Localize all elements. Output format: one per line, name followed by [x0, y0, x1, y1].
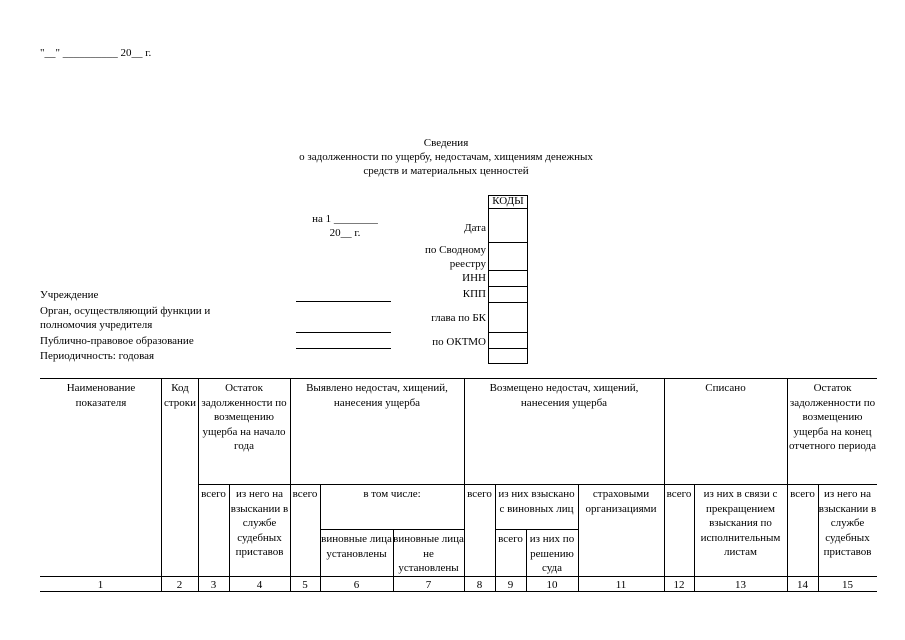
- subheader-guilty-unknown: виновные лица не установлены: [393, 533, 464, 574]
- as-of-date-line-2: 20__ г.: [329, 227, 361, 239]
- field-institution: Учреждение: [40, 289, 99, 301]
- subheader-bailiff-end: из него на взыскании в службе судебных приставов: [818, 488, 877, 558]
- col-number: 6: [353, 579, 360, 591]
- field-founder-line-1: Орган, осуществляющий функции и: [40, 305, 211, 317]
- col-number: 5: [302, 579, 308, 591]
- report-date-line: "__" __________ 20__ г.: [40, 47, 152, 59]
- col-number: 10: [546, 579, 558, 591]
- subheader-writeoff-reason: из них в связи с прекращением взыскания по исполнительным листам: [700, 488, 781, 558]
- col-header-balance-end: Остаток задолженности по возмещению ущерба на конец отчетного периода: [788, 382, 877, 452]
- subheader-bailiff-begin: из него на взыскании в службе судебных приставов: [230, 488, 289, 558]
- code-cell-registry[interactable]: [488, 242, 528, 271]
- col-number: 8: [476, 579, 483, 591]
- col-number: 11: [615, 579, 627, 591]
- col-number: 3: [210, 579, 217, 591]
- code-label-kpp: КПП: [462, 288, 486, 300]
- col-number: 12: [673, 579, 685, 591]
- col-number: 4: [256, 579, 263, 591]
- col-number: 2: [176, 579, 183, 591]
- col-number: 9: [507, 579, 514, 591]
- subheader-total-found: всего: [292, 488, 318, 500]
- public-entity-underline[interactable]: [296, 348, 391, 349]
- field-founder-line-2: полномочия учредителя: [40, 319, 153, 331]
- col-header-name: Наименование показателя: [66, 382, 136, 409]
- founder-underline[interactable]: [296, 332, 391, 333]
- code-cell-budget-chapter[interactable]: [488, 302, 528, 333]
- subheader-total-recovered: всего: [498, 533, 523, 545]
- title-line-1: Сведения: [423, 137, 469, 149]
- subheader-including: в том числе:: [363, 488, 421, 500]
- codes-header: КОДЫ: [492, 195, 524, 207]
- subheader-total-begin: всего: [201, 488, 226, 500]
- col-header-compensated: Возмещено недостач, хищений, нанесения ущерба: [489, 382, 639, 409]
- field-public-entity: Публично-правовое образование: [40, 335, 194, 347]
- col-number: 7: [425, 579, 432, 591]
- code-label-inn: ИНН: [462, 272, 486, 284]
- subheader-total-compensated: всего: [467, 488, 492, 500]
- col-header-balance-begin: Остаток задолженности по возмещению ущерба на начало года: [201, 382, 287, 452]
- title-line-3: средств и материальных ценностей: [363, 165, 529, 177]
- title-line-2: о задолженности по ущербу, недостачам, хищениям денежных: [299, 151, 593, 163]
- institution-underline[interactable]: [296, 301, 391, 302]
- col-number: 1: [97, 579, 104, 591]
- code-label-oktmo: по ОКТМО: [432, 336, 486, 348]
- subheader-insurers: страховыми организациями: [585, 488, 657, 515]
- code-cell-kpp[interactable]: [488, 286, 528, 303]
- code-cell-periodicity[interactable]: [488, 348, 528, 364]
- subheader-guilty-known: виновные лица установлены: [321, 533, 392, 560]
- col-number: 14: [797, 579, 808, 591]
- col-header-written-off: Списано: [705, 382, 746, 394]
- as-of-date-line-1: на 1 ________: [312, 213, 378, 225]
- code-label-registry: по Сводному реестру: [424, 244, 486, 270]
- field-periodicity: Периодичность: годовая: [40, 350, 155, 362]
- code-cell-inn[interactable]: [488, 270, 528, 287]
- code-cell-date[interactable]: [488, 208, 528, 243]
- code-label-budget-chapter: глава по БК: [431, 312, 486, 324]
- col-header-found: Выявлено недостач, хищений, нанесения ущерба: [306, 382, 448, 409]
- code-cell-oktmo[interactable]: [488, 332, 528, 349]
- subheader-total-end: всего: [790, 488, 815, 500]
- col-header-code: Код строки: [163, 382, 197, 409]
- col-number: 15: [842, 579, 853, 591]
- col-number: 13: [735, 579, 746, 591]
- code-label-date: Дата: [464, 222, 486, 234]
- subheader-by-court: из них по решению суда: [529, 533, 575, 574]
- subheader-recovered-guilty: из них взыскано с виновных лиц: [498, 488, 575, 515]
- subheader-total-written: всего: [666, 488, 692, 500]
